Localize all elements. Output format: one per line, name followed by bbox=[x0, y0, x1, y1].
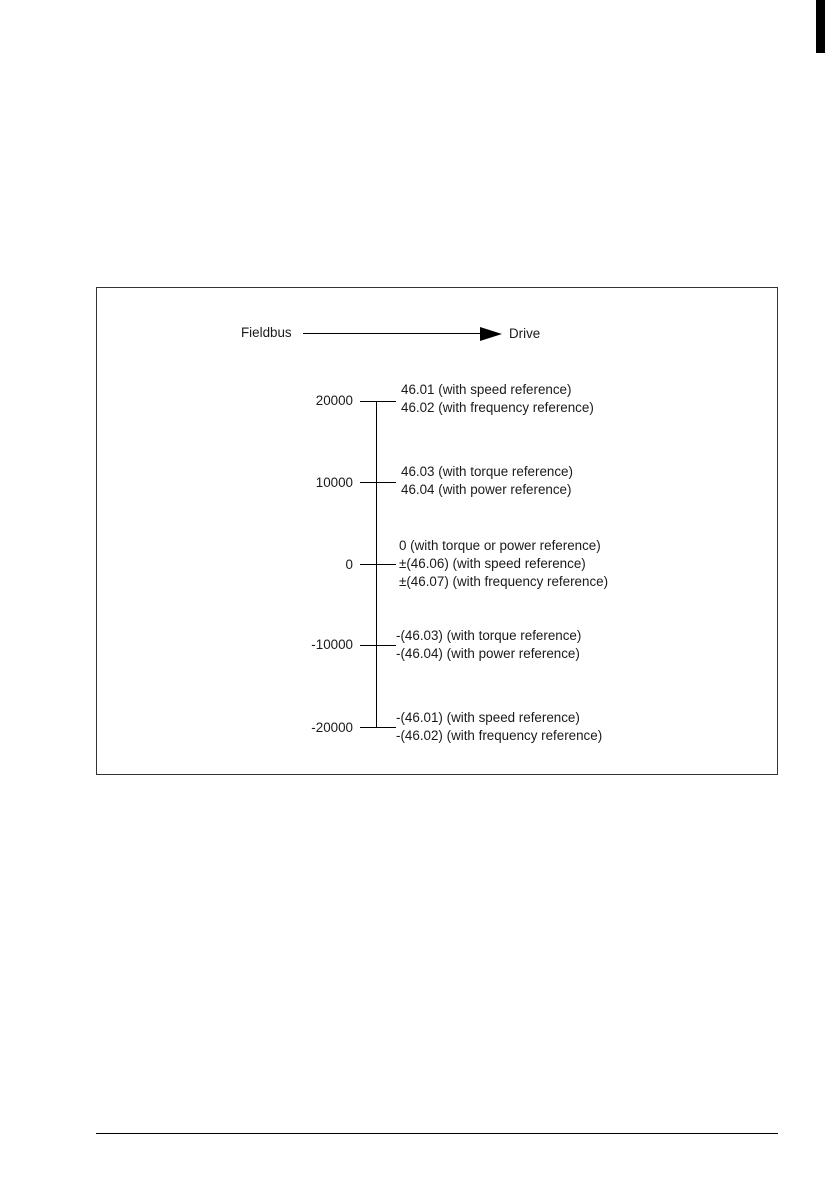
scale-value: -10000 bbox=[311, 637, 353, 652]
arrow-head-icon bbox=[480, 327, 502, 341]
scale-value: 0 bbox=[345, 557, 353, 572]
scale-description: 46.02 (with frequency reference) bbox=[401, 400, 594, 415]
scale-tick bbox=[360, 645, 396, 646]
scale-description: ±(46.07) (with frequency reference) bbox=[399, 574, 609, 589]
scale-description: 46.04 (with power reference) bbox=[401, 482, 572, 497]
scale-description: 46.03 (with torque reference) bbox=[401, 464, 573, 479]
scale-tick bbox=[360, 727, 396, 728]
page-edge-marker bbox=[816, 0, 825, 53]
drive-label: Drive bbox=[509, 326, 541, 341]
scale-description: 0 (with torque or power reference) bbox=[399, 538, 601, 553]
footer-divider bbox=[96, 1133, 778, 1134]
scale-description: -(46.01) (with speed reference) bbox=[396, 710, 580, 725]
scale-value: 20000 bbox=[315, 393, 353, 408]
scale-description: ±(46.06) (with speed reference) bbox=[399, 556, 586, 571]
fieldbus-label: Fieldbus bbox=[241, 325, 292, 340]
scale-tick bbox=[360, 401, 396, 402]
scale-tick bbox=[360, 482, 396, 483]
scale-description: -(46.02) (with frequency reference) bbox=[396, 728, 603, 743]
scale-value: 10000 bbox=[315, 475, 353, 490]
scale-description: 46.01 (with speed reference) bbox=[401, 382, 572, 397]
direction-arrow-line bbox=[303, 333, 481, 334]
scale-tick bbox=[360, 564, 396, 565]
scale-description: -(46.04) (with power reference) bbox=[396, 646, 580, 661]
scale-value: -20000 bbox=[311, 720, 353, 735]
figure-frame bbox=[96, 287, 778, 775]
scale-description: -(46.03) (with torque reference) bbox=[396, 628, 582, 643]
